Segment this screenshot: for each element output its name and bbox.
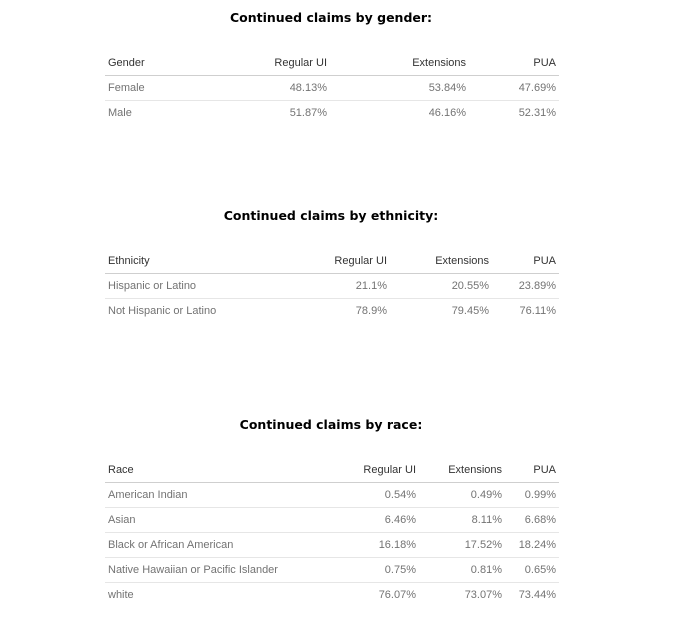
- row-label: Hispanic or Latino: [105, 274, 305, 299]
- column-header[interactable]: Extensions: [419, 458, 505, 483]
- regular-ui-value: 6.46%: [345, 508, 419, 533]
- column-header[interactable]: PUA: [505, 458, 559, 483]
- row-label: Female: [105, 76, 260, 101]
- table-row: [105, 274, 559, 299]
- table-row: [105, 583, 559, 608]
- table-header-row: [105, 458, 559, 483]
- pua-value: 47.69%: [469, 76, 559, 101]
- race-section-title: Continued claims by race:: [239, 417, 423, 432]
- column-header[interactable]: Regular UI: [305, 249, 390, 274]
- gender-section-title: Continued claims by gender:: [229, 10, 433, 25]
- pua-value: 52.31%: [518, 107, 556, 119]
- extensions-value: 17.52%: [419, 533, 505, 558]
- table-row: [105, 508, 559, 533]
- regular-ui-value: 16.18%: [345, 533, 419, 558]
- column-header[interactable]: Extensions: [390, 249, 492, 274]
- regular-ui-value: 0.54%: [345, 483, 419, 508]
- column-header[interactable]: PUA: [469, 51, 559, 76]
- row-label: Black or African American: [105, 533, 345, 558]
- gender-table: [105, 51, 559, 125]
- extensions-value: 20.55%: [390, 274, 492, 299]
- regular-ui-value: 0.75%: [345, 558, 419, 583]
- regular-ui-value: 21.1%: [305, 274, 390, 299]
- extensions-value: 46.16%: [428, 107, 466, 119]
- regular-ui-value: 51.87%: [289, 107, 327, 119]
- pua-value: 18.24%: [505, 533, 559, 558]
- column-header[interactable]: Regular UI: [260, 51, 330, 76]
- table-row: [105, 483, 559, 508]
- table-row: [105, 533, 559, 558]
- regular-ui-value: 78.9%: [355, 305, 387, 317]
- extensions-value: 79.45%: [451, 305, 489, 317]
- row-label: Male: [108, 107, 132, 119]
- table-header-row: [105, 51, 559, 76]
- row-label: American Indian: [105, 483, 345, 508]
- extensions-value: 53.84%: [330, 76, 469, 101]
- ethnicity-section-title: Continued claims by ethnicity:: [223, 208, 439, 223]
- regular-ui-value: 76.07%: [378, 589, 416, 601]
- extensions-value: 0.49%: [419, 483, 505, 508]
- row-label: white: [108, 589, 134, 601]
- pua-value: 0.99%: [505, 483, 559, 508]
- race-table: [105, 458, 559, 607]
- extensions-value: 8.11%: [419, 508, 505, 533]
- table-header-row: [105, 249, 559, 274]
- pua-value: 23.89%: [492, 274, 559, 299]
- column-header[interactable]: Gender: [105, 51, 260, 76]
- pua-value: 0.65%: [505, 558, 559, 583]
- column-header[interactable]: PUA: [492, 249, 559, 274]
- column-header[interactable]: Extensions: [330, 51, 469, 76]
- table-row: [105, 299, 559, 324]
- row-label: Native Hawaiian or Pacific Islander: [105, 558, 345, 583]
- column-header[interactable]: Regular UI: [345, 458, 419, 483]
- column-header[interactable]: Race: [105, 458, 345, 483]
- regular-ui-value: 48.13%: [260, 76, 330, 101]
- column-header[interactable]: Ethnicity: [105, 249, 305, 274]
- table-row: [105, 101, 559, 126]
- pua-value: 73.44%: [518, 589, 556, 601]
- pua-value: 76.11%: [519, 305, 556, 317]
- row-label: Not Hispanic or Latino: [108, 305, 217, 317]
- table-row: [105, 558, 559, 583]
- table-row: [105, 76, 559, 101]
- pua-value: 6.68%: [505, 508, 559, 533]
- extensions-value: 0.81%: [419, 558, 505, 583]
- ethnicity-table: [105, 249, 559, 323]
- extensions-value: 73.07%: [464, 589, 502, 601]
- row-label: Asian: [105, 508, 345, 533]
